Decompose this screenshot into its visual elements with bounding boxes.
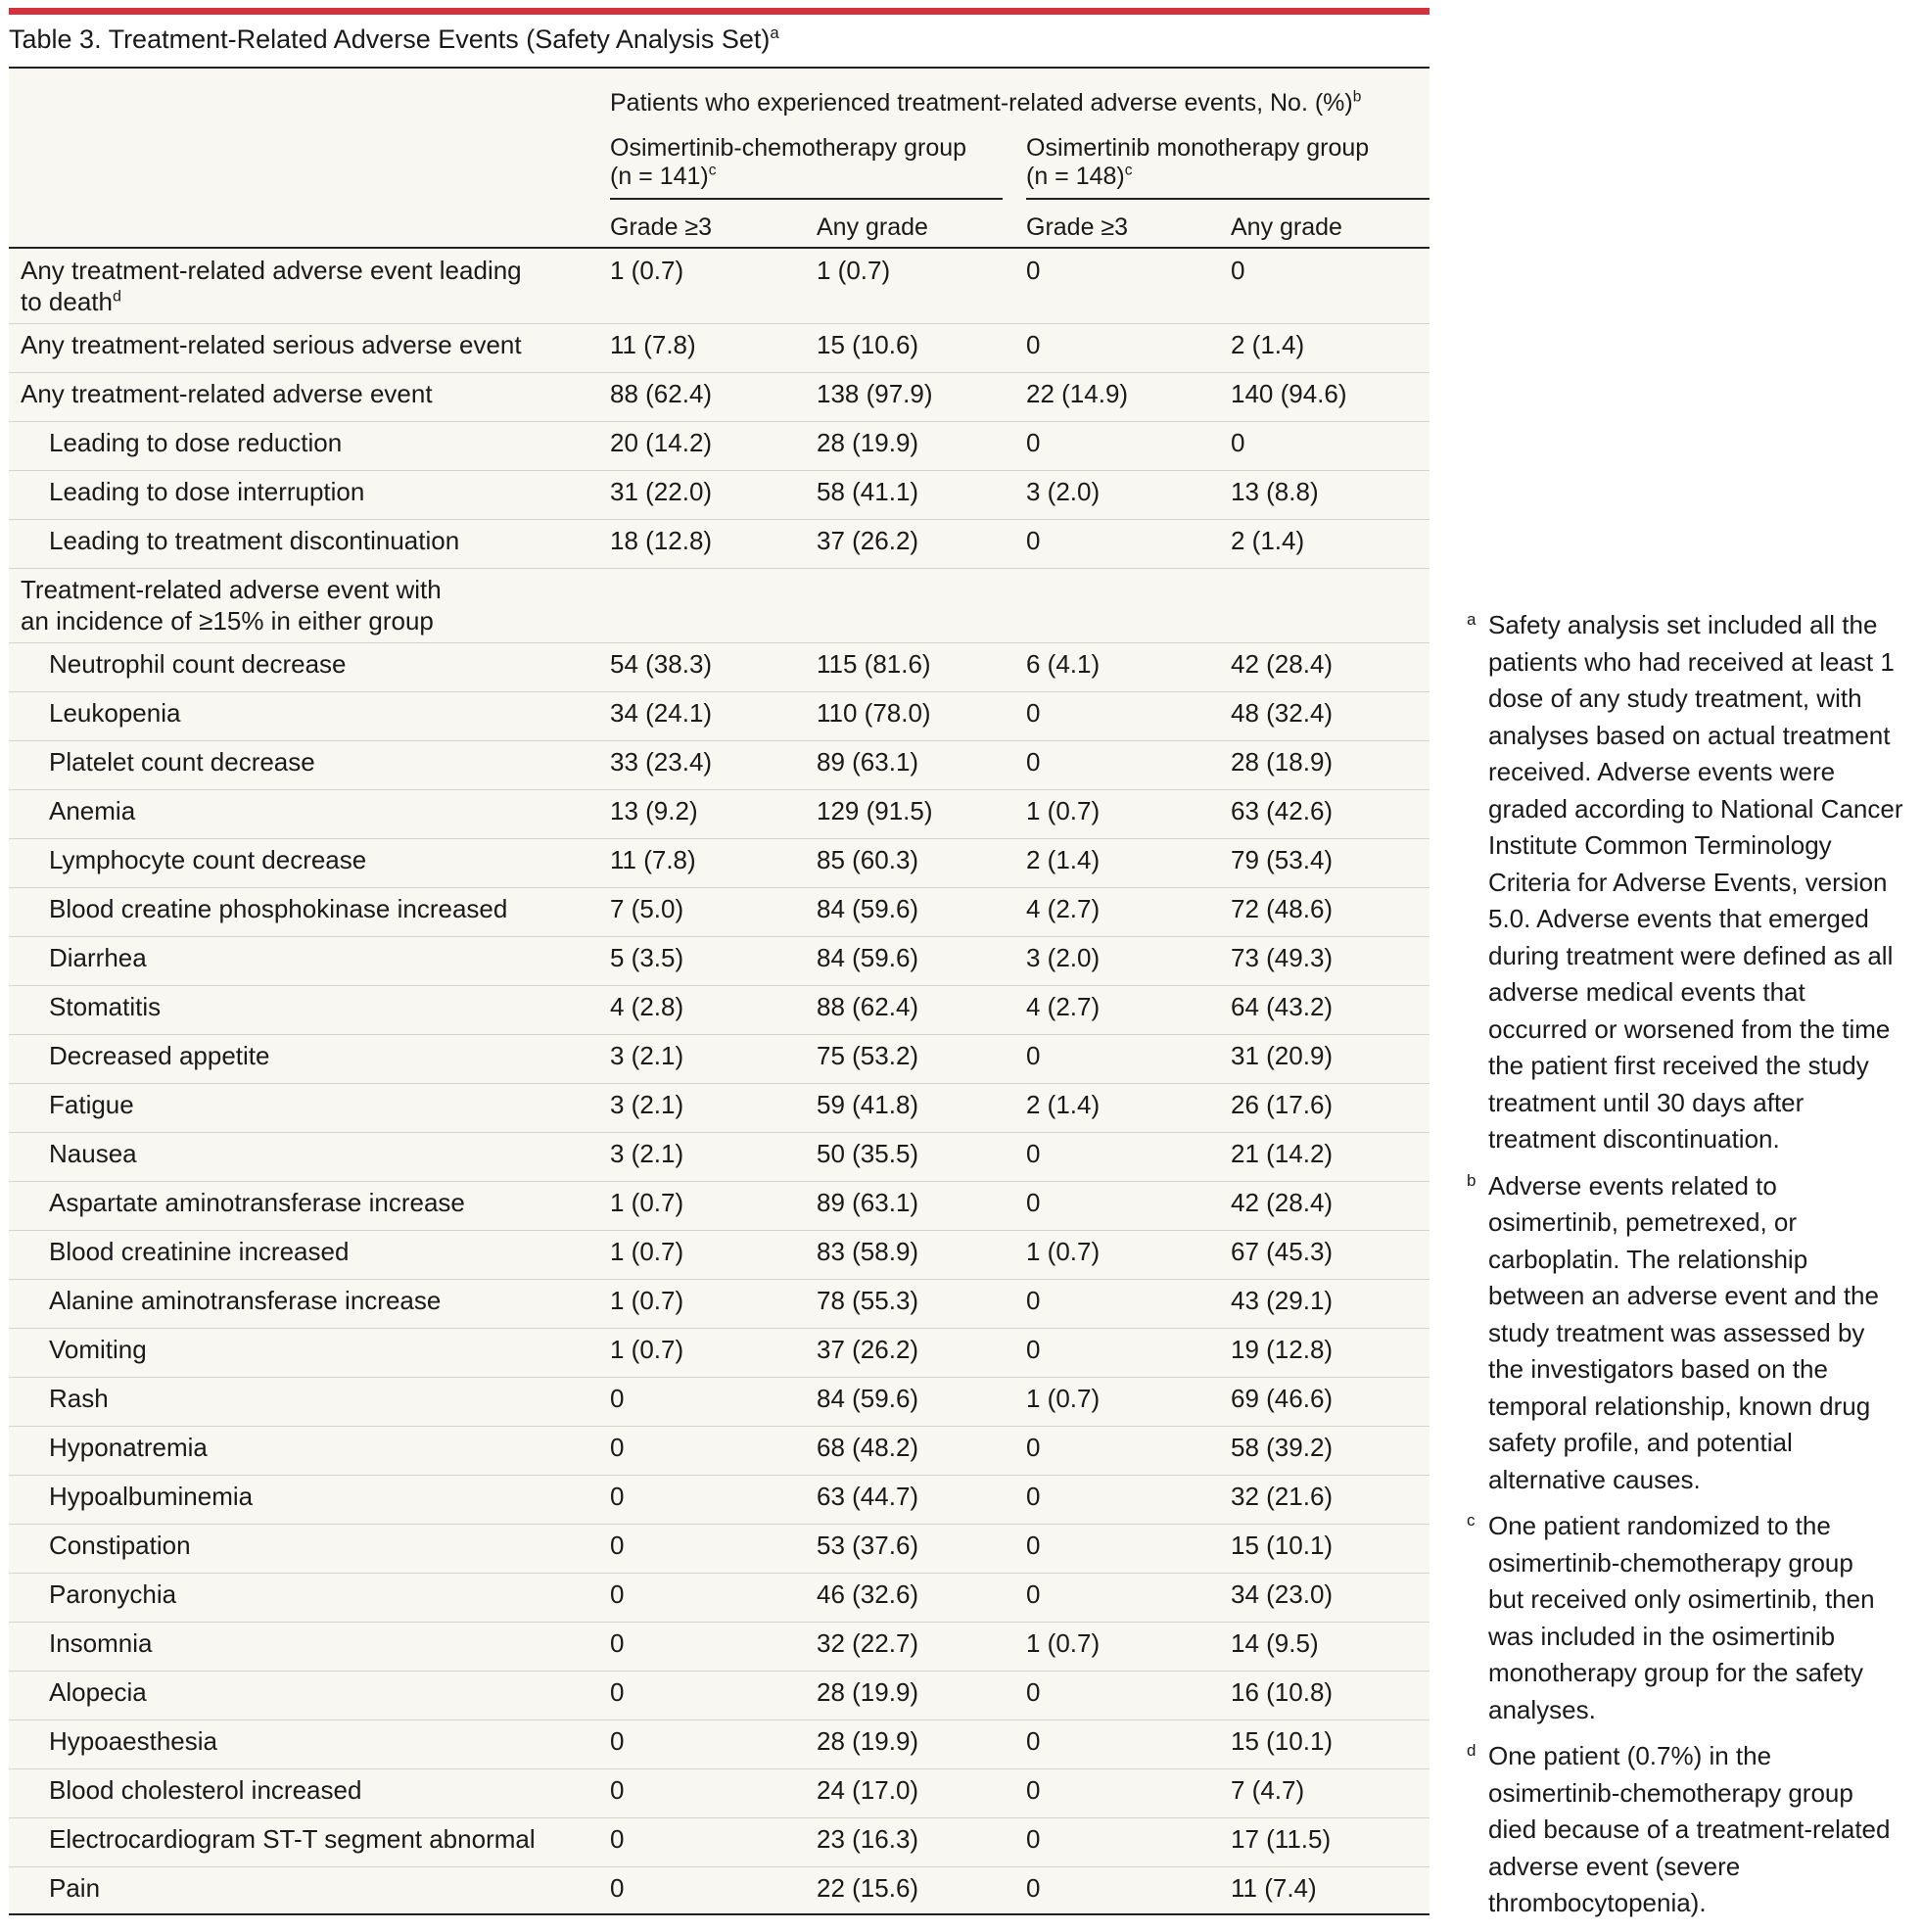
table-cell: 0 (610, 1433, 625, 1462)
table-cell: 0 (1026, 1433, 1041, 1462)
table-row (9, 1426, 1430, 1475)
group-header-mono: Osimertinib monotherapy group (1026, 134, 1370, 162)
table-cell: 22 (14.9) (1026, 379, 1129, 408)
table-cell: 1 (0.7) (1026, 1384, 1101, 1413)
table-cell: 67 (45.3) (1231, 1237, 1334, 1266)
table-cell: 0 (610, 1873, 625, 1903)
table-cell: 2 (1.4) (1026, 1090, 1101, 1119)
row-label: Insomnia (49, 1628, 153, 1658)
footnote-line: osimertinib-chemotherapy group (1488, 1777, 1853, 1808)
footnote-line: Adverse events related to (1488, 1170, 1777, 1201)
footnote-mark: d (1467, 1741, 1477, 1760)
row-label: Hypoaesthesia (49, 1726, 217, 1756)
table-cell: 2 (1.4) (1231, 526, 1305, 555)
footnote-line: died because of a treatment-related (1488, 1814, 1891, 1844)
table-cell: 31 (20.9) (1231, 1041, 1334, 1070)
table-cell: 59 (41.8) (817, 1090, 919, 1119)
table-cell: 0 (610, 1628, 625, 1658)
row-label: Decreased appetite (49, 1041, 270, 1070)
table-cell: 85 (60.3) (817, 845, 919, 874)
table-row (9, 249, 1430, 323)
footnote-line: osimertinib-chemotherapy group (1488, 1547, 1853, 1578)
table-cell: 0 (1026, 1335, 1041, 1364)
table-cell: 21 (14.2) (1231, 1139, 1334, 1168)
table-cell: 0 (1231, 428, 1245, 457)
title-accent-bar (9, 8, 1430, 15)
row-label: Alanine aminotransferase increase (49, 1286, 442, 1315)
table-cell: 2 (1.4) (1026, 845, 1101, 874)
table-cell: 19 (12.8) (1231, 1335, 1334, 1364)
table-cell: 0 (1026, 698, 1041, 728)
table-cell: 32 (22.7) (817, 1628, 919, 1658)
footnote-line: was included in the osimertinib (1488, 1621, 1836, 1651)
table-cell: 58 (41.1) (817, 477, 919, 506)
table-cell: 89 (63.1) (817, 1188, 919, 1217)
row-label: Blood cholesterol increased (49, 1775, 362, 1805)
table-cell: 0 (1026, 330, 1041, 359)
footnote-line: the investigators based on the (1488, 1354, 1828, 1384)
table-cell: 20 (14.2) (610, 428, 713, 457)
footnote-line: 5.0. Adverse events that emerged (1488, 904, 1869, 933)
table-cell: 68 (48.2) (817, 1433, 919, 1462)
table-row (9, 1279, 1430, 1328)
table-cell: 3 (2.1) (610, 1139, 684, 1168)
table-row (9, 323, 1430, 372)
table-row (9, 1230, 1430, 1279)
footnote-line: Safety analysis set included all the (1488, 610, 1878, 639)
table-row (9, 470, 1430, 519)
table-cell: 63 (42.6) (1231, 796, 1334, 825)
table-cell: 6 (4.1) (1026, 649, 1101, 679)
column-header-mono-grade3: Grade ≥3 (1026, 213, 1129, 241)
table-row (9, 1817, 1430, 1866)
footnote (1467, 1738, 1919, 1922)
table-row (9, 1475, 1430, 1524)
table-cell: 75 (53.2) (817, 1041, 919, 1070)
table-cell: 88 (62.4) (610, 379, 713, 408)
footnote (1467, 1168, 1919, 1499)
table-cell: 53 (37.6) (817, 1531, 919, 1560)
footnote-mark: c (1467, 1511, 1476, 1530)
footnote-line: analyses. (1488, 1694, 1596, 1724)
row-label: Constipation (49, 1531, 191, 1560)
spanner-header: Patients who experienced treatment-related adverse events, No. (%)$^b$ (610, 88, 1362, 117)
footnotes (1467, 607, 1919, 1932)
table-cell: 13 (9.2) (610, 796, 698, 825)
footnote-line: monotherapy group for the safety (1488, 1658, 1864, 1687)
table-cell: 0 (1026, 1286, 1041, 1315)
row-label: Any treatment-related serious adverse event (21, 330, 522, 359)
table-cell: 0 (1026, 747, 1041, 777)
table-row (9, 985, 1430, 1034)
table-cell: 28 (18.9) (1231, 747, 1334, 777)
row-label: Pain (49, 1873, 101, 1903)
table-cell: 0 (610, 1531, 625, 1560)
table-cell: 1 (0.7) (1026, 796, 1101, 825)
table-cell: 31 (22.0) (610, 477, 713, 506)
table-row (9, 372, 1430, 421)
table-cell: 11 (7.8) (610, 330, 696, 359)
table-cell: 11 (7.4) (1231, 1873, 1317, 1903)
table-cell: 0 (1026, 1188, 1041, 1217)
table-cell: 0 (1026, 1873, 1041, 1903)
table-cell: 46 (32.6) (817, 1579, 919, 1609)
footnote-line: One patient (0.7%) in the (1488, 1741, 1772, 1770)
table-cell: 0 (1026, 256, 1041, 285)
table-cell: 0 (610, 1677, 625, 1707)
table-cell: 140 (94.6) (1231, 379, 1347, 408)
table-cell: 63 (44.7) (817, 1482, 919, 1511)
table-cell: 129 (91.5) (817, 796, 933, 825)
row-label: Fatigue (49, 1090, 134, 1119)
table-cell: 3 (2.1) (610, 1041, 684, 1070)
table-cell: 1 (0.7) (1026, 1628, 1101, 1658)
row-label: Blood creatine phosphokinase increased (49, 894, 508, 923)
footnote-mark: b (1467, 1170, 1477, 1190)
group-header-chemo: Osimertinib-chemotherapy group (610, 134, 967, 162)
table-cell: 69 (46.6) (1231, 1384, 1334, 1413)
table-cell: 33 (23.4) (610, 747, 713, 777)
row-label: Neutrophil count decrease (49, 649, 347, 679)
row-label: Leukopenia (49, 698, 181, 728)
footnote-line: treatment discontinuation. (1488, 1124, 1780, 1154)
table-cell: 15 (10.1) (1231, 1531, 1334, 1560)
table-cell: 84 (59.6) (817, 894, 919, 923)
footnote-line: during treatment were defined as all (1488, 940, 1894, 970)
group-rule-mono (1026, 198, 1430, 200)
table-cell: 13 (8.8) (1231, 477, 1319, 506)
table-row (9, 740, 1430, 789)
footnote-line: Institute Common Terminology (1488, 830, 1832, 860)
footnote-line: thrombocytopenia). (1488, 1888, 1707, 1917)
table-row (9, 1768, 1430, 1817)
table-cell: 26 (17.6) (1231, 1090, 1334, 1119)
table-cell: 2 (1.4) (1231, 330, 1305, 359)
table-cell: 89 (63.1) (817, 747, 919, 777)
footnote-line: between an adverse event and the (1488, 1281, 1879, 1310)
table-cell: 43 (29.1) (1231, 1286, 1334, 1315)
footnote-line: adverse event (severe (1488, 1851, 1741, 1881)
row-label: Hypoalbuminemia (49, 1482, 254, 1511)
table-cell: 14 (9.5) (1231, 1628, 1319, 1658)
footnote-line: osimertinib, pemetrexed, or (1488, 1207, 1798, 1237)
row-label: Vomiting (49, 1335, 147, 1364)
row-label: Alopecia (49, 1677, 147, 1707)
footnote-line: dose of any study treatment, with (1488, 683, 1862, 713)
table-cell: 34 (24.1) (610, 698, 713, 728)
table-cell: 1 (0.7) (610, 1188, 684, 1217)
table-cell: 0 (610, 1726, 625, 1756)
column-header-chemo-any: Any grade (817, 213, 928, 241)
table-cell: 88 (62.4) (817, 992, 919, 1021)
table-row (9, 1720, 1430, 1768)
table-cell: 28 (19.9) (817, 1726, 919, 1756)
table-row (9, 568, 1430, 642)
row-label: Nausea (49, 1139, 137, 1168)
table-row (9, 1328, 1430, 1377)
table-cell: 37 (26.2) (817, 1335, 919, 1364)
table-cell: 0 (1026, 1824, 1041, 1854)
table-cell: 3 (2.0) (1026, 477, 1101, 506)
group-n-chemo: (n = 141)$^c$ (610, 162, 717, 190)
table-row (9, 1573, 1430, 1622)
table-row (9, 1377, 1430, 1426)
table-row (9, 519, 1430, 568)
table-cell: 0 (1026, 1041, 1041, 1070)
row-label: Stomatitis (49, 992, 162, 1021)
table-row (9, 936, 1430, 985)
table-cell: 4 (2.8) (610, 992, 684, 1021)
table-cell: 58 (39.2) (1231, 1433, 1334, 1462)
table-cell: 42 (28.4) (1231, 649, 1334, 679)
row-label: Treatment-related adverse event with an incidence of ≥15% in either group (21, 575, 442, 636)
row-label: Leading to treatment discontinuation (49, 526, 460, 555)
table-row (9, 691, 1430, 740)
footnote (1467, 607, 1919, 1158)
table-top-rule (9, 67, 1430, 69)
table-cell: 0 (610, 1775, 625, 1805)
row-label: Paronychia (49, 1579, 177, 1609)
table-cell: 15 (10.6) (817, 330, 919, 359)
table-cell: 1 (0.7) (610, 256, 684, 285)
footnote-line: the patient first received the study (1488, 1051, 1869, 1080)
table-cell: 48 (32.4) (1231, 698, 1334, 728)
footnote-line: treatment until 30 days after (1488, 1087, 1805, 1117)
row-label: Any treatment-related adverse event leading to death$^d$ (21, 256, 522, 316)
table-cell: 1 (0.7) (1026, 1237, 1101, 1266)
table-row (9, 887, 1430, 936)
footnote-line: occurred or worsened from the time (1488, 1013, 1891, 1044)
table-cell: 50 (35.5) (817, 1139, 919, 1168)
table-cell: 4 (2.7) (1026, 894, 1101, 923)
table-cell: 7 (4.7) (1231, 1775, 1305, 1805)
row-label: Blood creatinine increased (49, 1237, 350, 1266)
footnote-line: alternative causes. (1488, 1464, 1701, 1494)
table-row (9, 1671, 1430, 1720)
table-row (9, 642, 1430, 691)
table-cell: 16 (10.8) (1231, 1677, 1334, 1707)
footnote-line: but received only osimertinib, then (1488, 1584, 1875, 1614)
table-cell: 3 (2.1) (610, 1090, 684, 1119)
row-label: Aspartate aminotransferase increase (49, 1188, 465, 1217)
footnote-line: adverse medical events that (1488, 977, 1805, 1007)
table-cell: 78 (55.3) (817, 1286, 919, 1315)
group-rule-chemo (610, 198, 1003, 200)
table-cell: 0 (1026, 1726, 1041, 1756)
table-cell: 0 (610, 1482, 625, 1511)
footnote-line: received. Adverse events were (1488, 757, 1836, 786)
table-cell: 28 (19.9) (817, 428, 919, 457)
table-cell: 32 (21.6) (1231, 1482, 1334, 1511)
table-cell: 37 (26.2) (817, 526, 919, 555)
table-cell: 54 (38.3) (610, 649, 713, 679)
table-cell: 15 (10.1) (1231, 1726, 1334, 1756)
row-label: Electrocardiogram ST-T segment abnormal (49, 1824, 536, 1854)
table-row (9, 421, 1430, 470)
table-cell: 4 (2.7) (1026, 992, 1101, 1021)
table-cell: 1 (0.7) (817, 256, 891, 285)
table-row (9, 789, 1430, 838)
table-cell: 73 (49.3) (1231, 943, 1334, 972)
table-cell: 72 (48.6) (1231, 894, 1334, 923)
row-label: Platelet count decrease (49, 747, 315, 777)
table-row (9, 1622, 1430, 1671)
row-label: Any treatment-related adverse event (21, 379, 433, 408)
table-row (9, 1034, 1430, 1083)
table-cell: 0 (1231, 256, 1245, 285)
table-cell: 84 (59.6) (817, 1384, 919, 1413)
table-cell: 64 (43.2) (1231, 992, 1334, 1021)
table-cell: 79 (53.4) (1231, 845, 1334, 874)
table-cell: 1 (0.7) (610, 1286, 684, 1315)
table-cell: 23 (16.3) (817, 1824, 919, 1854)
table-cell: 83 (58.9) (817, 1237, 919, 1266)
table-cell: 0 (1026, 1139, 1041, 1168)
table-cell: 1 (0.7) (610, 1335, 684, 1364)
footnote-line: analyses based on actual treatment (1488, 720, 1891, 750)
table-cell: 110 (78.0) (817, 698, 931, 728)
table-row (9, 1524, 1430, 1573)
table-row (9, 838, 1430, 887)
table-cell: 3 (2.0) (1026, 943, 1101, 972)
column-header-chemo-grade3: Grade ≥3 (610, 213, 713, 241)
footnote-line: temporal relationship, known drug (1488, 1390, 1871, 1421)
table-cell: 7 (5.0) (610, 894, 684, 923)
table-row (9, 1181, 1430, 1230)
table-cell: 5 (3.5) (610, 943, 684, 972)
table-cell: 115 (81.6) (817, 649, 931, 679)
row-label: Leading to dose interruption (49, 477, 365, 506)
table-row (9, 1866, 1430, 1915)
table-bottom-rule (9, 1913, 1430, 1915)
table-title: Table 3. Treatment-Related Adverse Events (Safety Analysis Set)$^a$ (9, 24, 779, 54)
table-cell: 84 (59.6) (817, 943, 919, 972)
table-cell: 1 (0.7) (610, 1237, 684, 1266)
table-cell: 24 (17.0) (817, 1775, 919, 1805)
table-cell: 0 (1026, 428, 1041, 457)
row-label: Diarrhea (49, 943, 147, 972)
row-label: Lymphocyte count decrease (49, 845, 367, 874)
table-cell: 0 (610, 1579, 625, 1609)
table-cell: 0 (1026, 1531, 1041, 1560)
table-cell: 0 (610, 1384, 625, 1413)
table-row (9, 1132, 1430, 1181)
table-cell: 28 (19.9) (817, 1677, 919, 1707)
table-cell: 0 (1026, 1579, 1041, 1609)
table-cell: 0 (1026, 1482, 1041, 1511)
footnote-line: One patient randomized to the (1488, 1511, 1831, 1540)
footnote-line: carboplatin. The relationship (1488, 1244, 1808, 1274)
table-row (9, 1083, 1430, 1132)
table-cell: 0 (1026, 1775, 1041, 1805)
table-cell: 11 (7.8) (610, 845, 696, 874)
row-label: Hyponatremia (49, 1433, 208, 1462)
table-cell: 34 (23.0) (1231, 1579, 1334, 1609)
row-label: Rash (49, 1384, 109, 1413)
table-cell: 0 (610, 1824, 625, 1854)
footnote (1467, 1508, 1919, 1728)
footnote-line: graded according to National Cancer (1488, 793, 1903, 824)
table-cell: 18 (12.8) (610, 526, 713, 555)
footnote-mark: a (1467, 610, 1477, 629)
footnote-line: study treatment was assessed by (1488, 1317, 1865, 1347)
table-cell: 17 (11.5) (1231, 1824, 1332, 1854)
row-label: Leading to dose reduction (49, 428, 343, 457)
column-header-mono-any: Any grade (1231, 213, 1342, 241)
table-cell: 22 (15.6) (817, 1873, 919, 1903)
group-n-mono: (n = 148)$^c$ (1026, 162, 1133, 190)
table-cell: 138 (97.9) (817, 379, 933, 408)
footnote-line: Criteria for Adverse Events, version (1488, 867, 1888, 897)
row-label: Anemia (49, 796, 136, 825)
footnote-line: safety profile, and potential (1488, 1428, 1793, 1457)
table-cell: 0 (1026, 526, 1041, 555)
footnote-line: patients who had received at least 1 (1488, 646, 1895, 677)
table-cell: 42 (28.4) (1231, 1188, 1334, 1217)
table-cell: 0 (1026, 1677, 1041, 1707)
